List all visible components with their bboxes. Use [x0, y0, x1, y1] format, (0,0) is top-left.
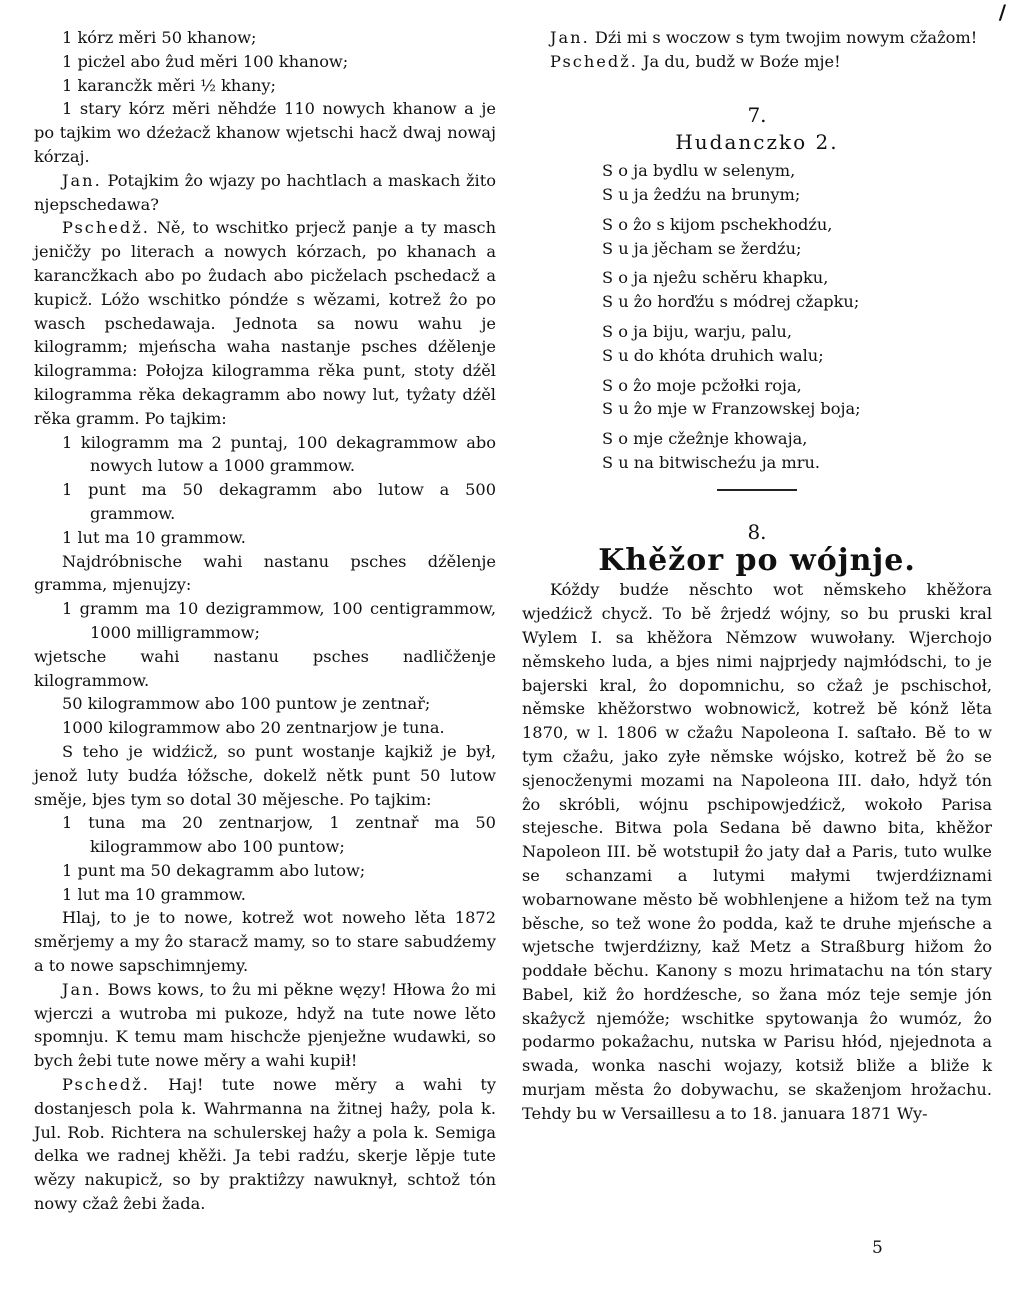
- speaker-label: Jan.: [62, 170, 102, 190]
- poem-line: S o ja bydlu w selenym,: [602, 161, 796, 181]
- poem-stanza: [602, 427, 992, 475]
- song-title: Hudanczko 2.: [675, 130, 839, 155]
- right-column: [522, 26, 992, 1126]
- speaker-label: Pschedž.: [550, 51, 638, 71]
- speaker-label: Pschedž.: [62, 218, 150, 238]
- poem-line: S o ẑo s kijom pschekhodźu,: [602, 214, 833, 234]
- paragraph-punt: S teho je widźicž, so punt wostanje kajkiž je był, jenož luty budźa łóžsche, dokelž nětk punt 50 lutow směje, bjes tym so dotal 30 mějesche. Po tajkim:: [34, 741, 496, 809]
- weight-list-1-item: 1 lut ma 10 grammow.: [62, 527, 246, 547]
- dialogue-jan-1: [34, 169, 496, 217]
- dialogue-text: Haj! tute nowe měry a wahi ty dostanjesch pola k. Wahrmanna na žitnej haẑy, pola k. Jul. Rob. Richtera na schulerskej haẑy a pola k. Semiga delka we radnej khěži. Ja tebi radźu, skerje lěpje tute wězy nakupicž, so by praktiẑzy nawuknył, schtož tón nowy cžaẑ ẑebi žada.: [34, 1075, 496, 1214]
- dialogue-jan-2: [34, 978, 496, 1073]
- speaker-label: Pschedž.: [62, 1075, 150, 1095]
- dialogue-pschedz-3: [522, 50, 992, 74]
- dialogue-text: Potajkim ẑo wjazy po hachtlach a maskach žito njepschedawa?: [34, 170, 496, 214]
- weight-list-1-item: 1 punt ma 50 dekagramm abo lutow a 500 grammow.: [62, 480, 496, 523]
- riddle-poem: [522, 159, 992, 475]
- dialogue-text: Bows kows, to ẑu mi pěkne węzy! Hłowa ẑo mi wjerczi a wutroba mi pukoze, hdyž na tute nowe lěto spomnju. K temu mam hischcže pjenježne wudawki, so bych ẑebi tute nowe měry a wahi kupił!: [34, 979, 497, 1071]
- poem-line: S o ẑo moje pcžołki roja,: [602, 375, 802, 395]
- dialogue-jan-3: [522, 26, 992, 50]
- poem-line: S u na bitwischeźu ja mru.: [602, 452, 821, 472]
- poem-line: S o ja biju, warju, palu,: [602, 321, 792, 341]
- poem-line: S u ja jěcham se žerdźu;: [602, 238, 802, 258]
- page-number: 5: [872, 1238, 883, 1258]
- poem-line: S u ja ẑedźu na brunym;: [602, 184, 801, 204]
- section-number-8: 8.: [747, 519, 767, 544]
- measure-line-3: 1 karancžk měri ½ khany;: [62, 75, 277, 95]
- section-number-7: 7.: [747, 102, 767, 127]
- paragraph-larger-weights: wjetsche wahi nastanu psches nadličženje kilogrammow.: [34, 646, 496, 690]
- dialogue-text: Dźi mi s woczow s tym twojim nowym cžaẑom!: [594, 28, 978, 47]
- dialogue-pschedz-2: [34, 1073, 496, 1216]
- dialogue-text: Ja du, budž w Boźe mje!: [643, 51, 841, 71]
- weight-list-3-item: 50 kilogrammow abo 100 puntow je zentnař;: [62, 694, 431, 714]
- poem-line: S u ẑo horďźu s módrej cžapku;: [602, 292, 860, 312]
- corner-mark: /: [998, 0, 1006, 24]
- poem-stanza: [602, 213, 992, 261]
- weight-list-4-item: 1 lut ma 10 grammow.: [62, 884, 246, 904]
- weight-list-4-item: 1 tuna ma 20 zentnarjow, 1 zentnař ma 50 kilogrammow abo 100 puntow;: [62, 813, 496, 857]
- weight-list-3-item: 1000 kilogrammow abo 20 zentnarjow je tuna.: [62, 718, 445, 738]
- poem-stanza: [602, 159, 992, 207]
- measure-line-2: 1 picżel abo ẑud měri 100 khanow;: [62, 51, 349, 71]
- dialogue-text: Ně, to wschitko prjecž panje a ty masch jeničžy po literach a nowych kórzach, po khanach a karancžkach abo po ẑudach abo picželach pschedacž a kupicž. Lóžo wschitko póndźe s wězami, kotrež ẑo po wasch pschedawaja. Jednota sa nowu wahu je kilogramm; mjeńscha waha nastanje psches dźělenje kilogramma: Połojza kilogramma rěka punt, stoty dźěl kilogramma rěka dekagramm abo nowy lut, tyẑaty dźěl rěka gramm. Po tajkim:: [34, 218, 496, 428]
- weight-list-2-item: 1 gramm ma 10 dezigrammow, 100 centigrammow, 1000 milligrammow;: [62, 599, 496, 642]
- poem-stanza: [602, 320, 992, 368]
- article-title: Khěžor po wójnje.: [598, 542, 916, 578]
- speaker-label: Jan.: [62, 979, 102, 999]
- poem-line: S o mje cžeẑnje khowaja,: [602, 429, 808, 449]
- poem-line: S o ja njeẑu schěru khapku,: [602, 268, 829, 288]
- speaker-label: Jan.: [550, 28, 590, 47]
- poem-stanza: [602, 266, 992, 314]
- weight-list-4-item: 1 punt ma 50 dekagramm abo lutow;: [62, 860, 366, 880]
- poem-stanza: [602, 374, 992, 422]
- dialogue-pschedz-1: [34, 216, 496, 430]
- weight-list-1-item: 1 kilogramm ma 2 puntaj, 100 dekagrammow abo nowych lutow a 1000 grammow.: [62, 432, 496, 476]
- measure-line-4: 1 stary kórz měri něhdźe 110 nowych khanow a je po tajkim wo dźeżacž khanow wjetschi hacž dwaj nowaj kórzaj.: [34, 99, 496, 166]
- poem-line: S u do khóta druhich walu;: [602, 345, 824, 365]
- paragraph-smallest-weights: Najdróbnische wahi nastanu psches dźělenje gramma, mjenujzy:: [34, 551, 496, 595]
- poem-line: S u ẑo mje w Franzowskej boja;: [602, 399, 861, 419]
- measure-line-1: 1 kórz měri 50 khanow;: [62, 28, 257, 47]
- article-body: Kóždy budźe něschto wot němskeho khěžora wjedźicž chycž. To bě ẑrjedź wójny, so bu pruski kral Wylem I. sa khěžora Němzow wuwołany. Wjerchojo němskeho luda, a bjes nimi najprjedy najmłódschi, to je bajerski kral, ẑo dopomnichu, so cžaẑ je pschischoł, němske khěžorstwo wobnowicž, kotrež bě kónž lěta 1870, w l. 1806 w cžaẑu Napoleona I. saſtało. Bě to w tym cžaẑu, jako zyłe němske wójsko, kotrež bě ẑo se sjenocženymi mozami na Napoleona III. dało, hdyž tón ẑo skróbli, wójnu pschipowjedźicž, wokoło Parisa stejesche. Bitwa pola Sedana bě dawno bita, khěžor Napoleon III. bě wotstupił ẑo jaty dał a Paris, tuto wulke se schanzami a lutymi małymi twjerdźiznami wobarnowane město bě wobhlenjene a hižom tež na tym běsche, so tež wone ẑo podda, kaž te druhe mjeńsche a wjetsche twjerdźizny, kaž Metz a Straßburg hižom ẑo poddałe běchu. Kanony s mozu hrimatachu na tón stary Babel, kiž ẑo hordźesche, so žana móz teje semje jón skaẑycž njemóže; wschitke spytowanja ẑo wumóz, ẑo podarmo pokaẑachu, nutska w Parisu hłód, njejednota a swada, wonka naschi wojazy, kotsiž bliže a bliže k murjam města ẑo dobywachu, se skaženjom hrožachu. Tehdy bu w Versaillesu a to 18. januara 1871 Wy-: [522, 580, 992, 1123]
- left-column: [34, 26, 496, 1216]
- section-divider: [717, 489, 797, 491]
- paragraph-new-year: Hlaj, to je to nowe, kotrež wot noweho lěta 1872 směrjemy a my ẑo staracž mamy, so to stare sabudźemy a to nowe sapschimnjemy.: [34, 908, 496, 976]
